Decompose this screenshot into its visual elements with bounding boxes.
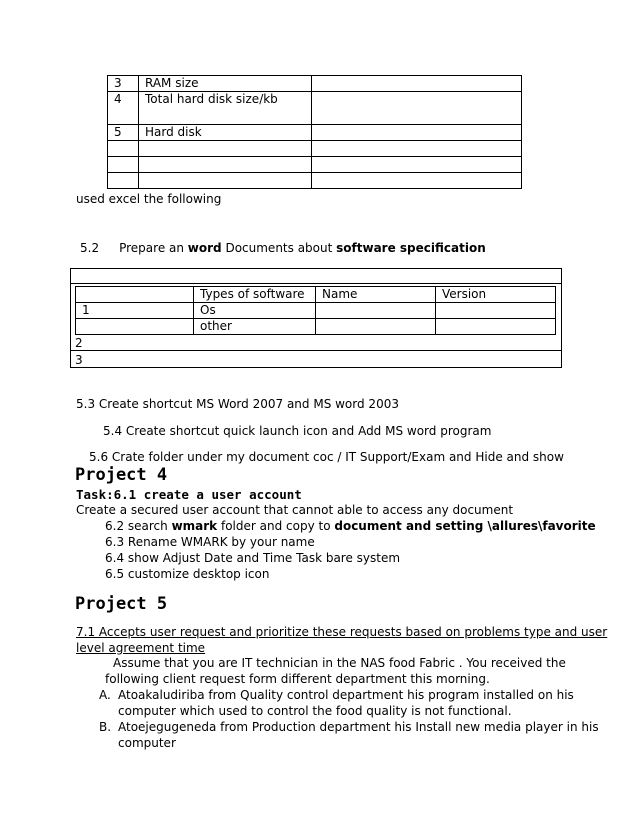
section-text-pre: Prepare an (119, 241, 188, 255)
line-5-3: 5.3 Create shortcut MS Word 2007 and MS word 2003 (76, 397, 399, 411)
column-header: Version (436, 287, 556, 303)
table-cell (139, 173, 312, 189)
after-table-text: used excel the following (76, 192, 222, 206)
table-cell: 4 (108, 92, 139, 125)
table-cell (108, 141, 139, 157)
table-row (108, 76, 522, 92)
heading-7-1-line2: level agreement time (76, 641, 206, 655)
item-6-5: 6.5 customize desktop icon (105, 567, 270, 581)
item-bold-path: document and setting \allures\favorite (334, 519, 596, 533)
list-item-b-line2: computer (118, 736, 176, 750)
section-5-2 (80, 241, 486, 255)
table-cell: other (194, 319, 316, 335)
item-6-3: 6.3 Rename WMARK by your name (105, 535, 315, 549)
paragraph-line1: Assume that you are IT technician in the NAS food Fabric . You received the (113, 656, 566, 670)
table-cell (316, 319, 436, 335)
row-number: 2 (75, 336, 83, 350)
task-6-1-heading: Task:6.1 create a user account (76, 487, 302, 502)
list-item-b-line1: Atoejegugeneda from Production department his Install new media player in his (118, 720, 599, 734)
paragraph-line2: following client request form different department this morning. (105, 672, 490, 686)
table-cell: Hard disk (139, 125, 312, 141)
table-row (108, 125, 522, 141)
table-cell (312, 125, 522, 141)
item-bold-folder: wmark (171, 519, 218, 533)
column-header: Types of software (194, 287, 316, 303)
item-text-mid: folder and copy to (217, 519, 335, 533)
heading-7-1-line1: 7.1 Accepts user request and prioritize these requests based on problems type and user (76, 625, 608, 639)
frame-row-divider (70, 283, 562, 284)
table-cell (312, 76, 522, 92)
table-cell (139, 157, 312, 173)
list-item-a-line1: Atoakaludiriba from Quality control department his program installed on his (118, 688, 574, 702)
section-bold-word: word (187, 241, 222, 255)
item-6-4: 6.4 show Adjust Date and Time Task bare system (105, 551, 401, 565)
list-item-a-line2: computer which used to control the food quality is not functional. (118, 704, 512, 718)
table-cell (76, 287, 194, 303)
table-cell (108, 173, 139, 189)
table-cell: 5 (108, 125, 139, 141)
table-cell (108, 157, 139, 173)
table-cell (312, 157, 522, 173)
line-5-4: 5.4 Create shortcut quick launch icon and Add MS word program (103, 424, 492, 438)
line-5-6: 5.6 Crate folder under my document coc / IT Support/Exam and Hide and show (89, 450, 564, 464)
project-4-title: Project 4 (75, 465, 168, 485)
section-bold-topic: software specification (336, 241, 486, 255)
item-6-2 (105, 519, 596, 533)
table-cell: 3 (108, 76, 139, 92)
task-description: Create a secured user account that cannot able to access any document (76, 503, 514, 517)
table-row (108, 157, 522, 173)
section-text-mid: Documents about (221, 241, 337, 255)
table-cell (436, 319, 556, 335)
table-cell (316, 303, 436, 319)
list-marker-b: B. (99, 720, 112, 734)
table-cell (139, 141, 312, 157)
table-row (108, 173, 522, 189)
table-row (76, 319, 556, 335)
table-cell: Total hard disk size/kb (139, 92, 312, 125)
column-header: Name (316, 287, 436, 303)
table-row (108, 141, 522, 157)
table-cell: RAM size (139, 76, 312, 92)
table-row (76, 303, 556, 319)
section-number: 5.2 (80, 241, 100, 255)
table-cell (312, 173, 522, 189)
list-marker-a: A. (99, 688, 111, 702)
table-cell (76, 319, 194, 335)
software-table (75, 286, 556, 335)
table-cell: 1 (76, 303, 194, 319)
project-5-title: Project 5 (75, 594, 168, 614)
table-cell (312, 92, 522, 125)
table-header-row (76, 287, 556, 303)
table-cell (436, 303, 556, 319)
table-cell (312, 141, 522, 157)
table-row (108, 92, 522, 125)
row-number: 3 (75, 353, 83, 367)
item-text-pre: 6.2 search (105, 519, 172, 533)
table-cell: Os (194, 303, 316, 319)
hardware-table (107, 75, 522, 189)
frame-row-divider (70, 350, 562, 351)
